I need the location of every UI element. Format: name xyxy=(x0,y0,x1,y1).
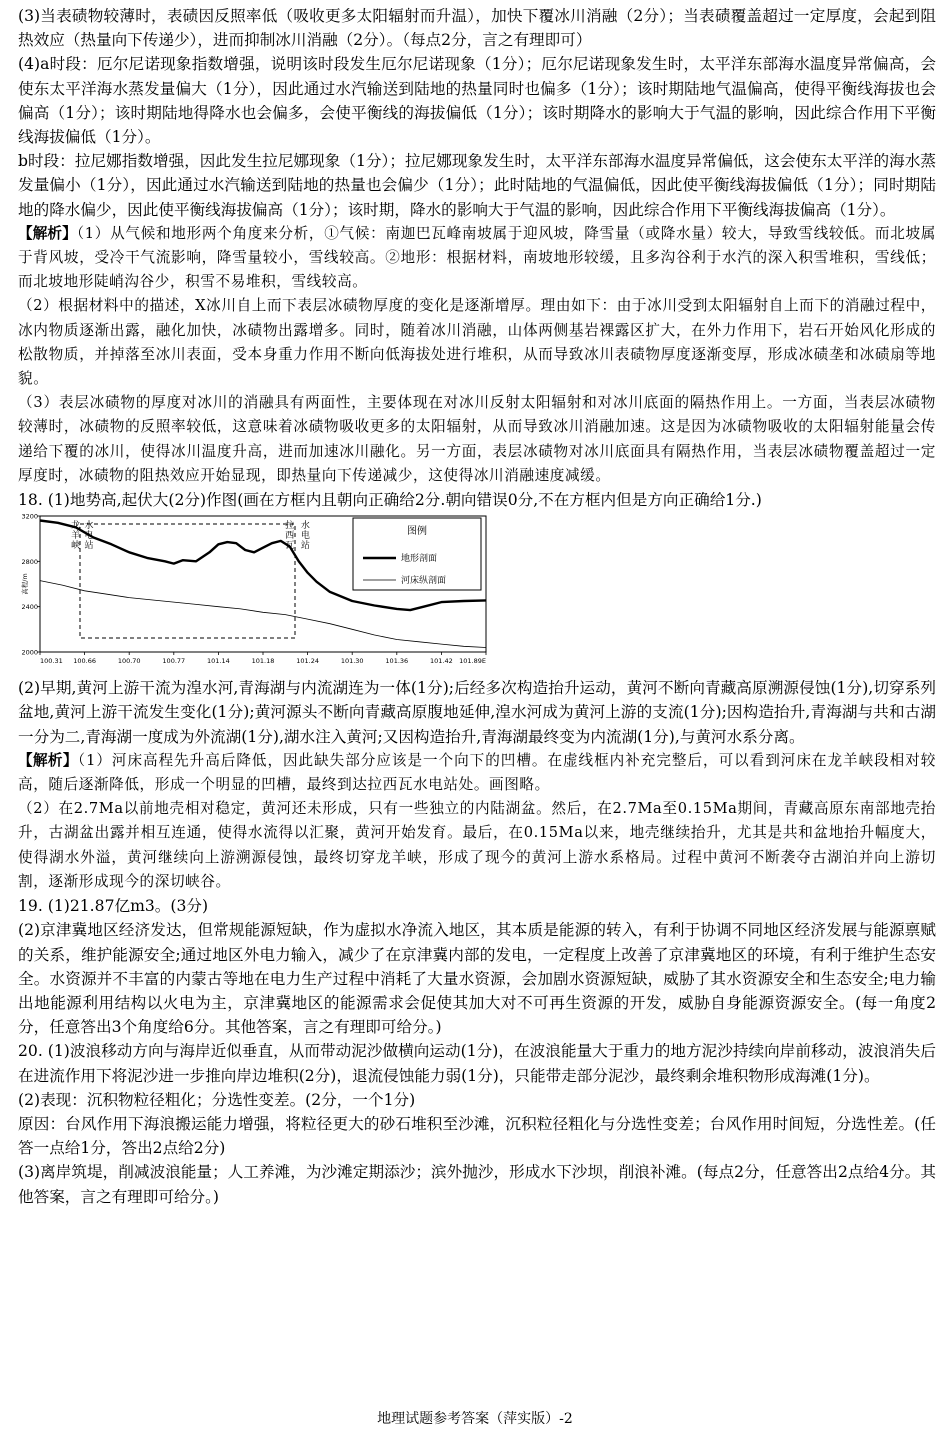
x-tick-label: 100.66 xyxy=(73,657,96,666)
annotation-char: 水 xyxy=(300,521,310,532)
q19-answer-1: 19. (1)21.87亿m3。(3分) xyxy=(18,897,209,916)
elevation-profile-chart xyxy=(18,514,488,674)
legend-label-riverbed: 河床纵剖面 xyxy=(401,576,447,587)
x-tick-label: 100.70 xyxy=(117,657,141,666)
y-axis-label: 高程/m xyxy=(21,573,29,596)
y-tick-label: 2400 xyxy=(21,603,38,612)
page-footer: 地理试题参考答案（萍实版）-2 xyxy=(377,1411,573,1427)
x-tick-label: 101.42 xyxy=(430,657,453,666)
riverbed-profile-line xyxy=(40,581,486,648)
annotation-char: 西 xyxy=(285,531,295,542)
q20-answer-3: (3)离岸筑堤，削减波浪能量；人工养滩，为沙滩定期添沙；滨外抛沙，形成水下沙坝，削浪补滩。(每点2分，任意答出2点给4分。其他答案，言之有理即可给分。) xyxy=(18,1163,936,1206)
q20-answer-2: (2)表现：沉积物粒径粗化；分选性变差。(2分，一个1分) xyxy=(18,1090,416,1109)
annotation-char: 电 xyxy=(300,531,310,542)
x-tick-label: 101.18 xyxy=(251,657,275,666)
y-tick-label: 2000 xyxy=(21,648,38,657)
y-tick-label: 2800 xyxy=(21,558,38,567)
q18-analysis-1 xyxy=(18,749,936,797)
annotation-char: 站 xyxy=(84,541,94,552)
q18-answer-1: 18. (1)地势高,起伏大(2分)作图(画在方框内且朝向正确给2分.朝向错误0分,不在方框内但是方向正确给1分.) xyxy=(18,491,762,510)
q20-answer-1: 20. (1)波浪移动方向与海岸近似垂直，从而带动泥沙做横向运动(1分)，在波浪能量大于重力的地方泥沙持续向岸前移动，波浪消失后在进流作用下将泥沙进一步推向岸边堆积(2分)，退流侵蚀能力弱(1分)，只能带走部分泥沙，最终剩余堆积物形成海滩(1分)。 xyxy=(18,1042,936,1085)
q17-analysis-1-text: （1）从气候和地形两个角度来分析，①气候：南迦巴瓦峰南坡属于迎风坡，降雪量（或降水量）较大，导致雪线较低。而北坡属于背风坡，受冷干气流影响，降雪量较小，雪线较高。②地形：根据材料，南坡地形较缓，且多沟谷利于水汽的深入积雪堆积，雪线低；而北坡地形陡峭沟谷少，积雪不易堆积，雪线较高。 xyxy=(18,224,936,291)
q17-analysis-2: （2）根据材料中的描述，X冰川自上而下表层冰碛物厚度的变化是逐渐增厚。理由如下：由于冰川受到太阳辐射自上而下的消融过程中，冰内物质逐渐出露，融化加快，冰碛物出露增多。同时，随着冰川消融，山体两侧基岩裸露区扩大，在外力作用下，岩石开始风化形成的松散物质，并掉落至冰川表面，受本身重力作用不断向低海拔处进行堆积，从而导致冰川表碛物厚度逐渐变厚，形成冰碛垄和冰碛扇等地貌。 xyxy=(18,297,936,388)
q18-analysis-1-text: （1）河床高程先升高后降低，因此缺失部分应该是一个向下的凹槽。在虚线框内补充完整后，可以看到河床在龙羊峡段相对较高，随后逐渐降低，形成一个明显的凹槽，最终到达拉西瓦水电站处。画图略。 xyxy=(18,751,936,794)
q17-answer-4b: b时段：拉尼娜指数增强，因此发生拉尼娜现象（1分）；拉尼娜现象发生时，太平洋东部海水温度异常偏低，这会使东太平洋的海水蒸发量偏小（1分），因此通过水汽输送到陆地的热量也会偏少（1分）；此时陆地的气温偏低，因此使平衡线海拔偏低（1分）；同时期陆地的降水偏少，因此使平衡线海拔偏高（1分）；该时期，降水的影响大于气温的影响，因此综合作用下平衡线海拔偏高（1分）。 xyxy=(18,152,936,219)
q18-answer-2: (2)早期,黄河上游干流为湟水河,青海湖与内流湖连为一体(1分);后经多次构造抬升运动，黄河不断向青藏高原溯源侵蚀(1分),切穿系列盆地,黄河上游干流发生变化(1分);黄河源头不断向青藏高原腹地延伸,湟水河成为黄河上游的支流(1分);因构造抬升,青海湖与共和古湖一分为二,青海湖一度成为外流湖(1分),湖水注入黄河;又因构造抬升,青海湖最终变为内流湖(1分),与黄河水系分离。 xyxy=(18,679,936,746)
q19-answer-2: (2)京津冀地区经济发达，但常规能源短缺，作为虚拟水净流入地区，其本质是能源的转入，有利于协调不同地区经济发展与能源禀赋的关系，维护能源安全;通过地区外电力输入，减少了在京津冀内部的发电，一定程度上改善了京津冀地区的环境，有利于维护生态安全。水资源并不丰富的内蒙古等地在电力生产过程中消耗了大量水资源，会加剧水资源短缺，威胁了其水资源安全和生态安全;电力输出地能源利用结构以火电为主，京津冀地区的能源需求会促使其加大对不可再生资源的开发，威胁自身能源资源安全。(每一角度2分，任意答出3个角度给6分。其他答案，言之有理即可给分。) xyxy=(18,921,936,1037)
annotation-char: 站 xyxy=(300,541,310,552)
x-tick-label: 100.77 xyxy=(162,657,186,666)
analysis-tag: 【解析】 xyxy=(18,751,78,769)
x-tick-label: 101.24 xyxy=(296,657,319,666)
dashed-box-longyangxia xyxy=(80,524,295,638)
analysis-tag: 【解析】 xyxy=(18,224,77,242)
annotation-char: 水 xyxy=(84,521,94,532)
x-axis-ticks xyxy=(40,652,486,665)
q18-analysis-2: （2）在2.7Ma以前地壳相对稳定，黄河还未形成，只有一些独立的内陆湖盆。然后，在2.7Ma至0.15Ma期间，青藏高原东南部地壳抬升，古湖盆出露并相互连通，使得水流得以汇聚，黄河开始发育。最后，在0.15Ma以来，地壳继续抬升，尤其是共和盆地抬升幅度大，使得湖水外溢，黄河继续向上游溯源侵蚀，最终切穿龙羊峡，形成了现今的黄河上游水系格局。过程中黄河不断袭夺古湖泊并向上游切割，逐渐形成现今的深切峡谷。 xyxy=(18,800,936,890)
q17-analysis-3: （3）表层冰碛物的厚度对冰川的消融具有两面性，主要体现在对冰川反射太阳辐射和对冰川底面的隔热作用上。一方面，当表层冰碛物较薄时，冰碛物的反照率较低，这意味着冰碛物吸收更多的太阳辐射，从而导致冰川消融加速。这是因为冰碛物吸收的太阳辐射能量会传递给下覆的冰川，使得冰川温度升高，进而加速冰川融化。另一方面，表层冰碛物对冰川底面具有隔热作用，当表层冰碛物覆盖超过一定厚度时，冰碛物的阻热效应开始显现，即热量向下传递减少，这使得冰川消融速度减缓。 xyxy=(18,394,936,484)
q17-analysis-1 xyxy=(18,222,936,295)
elevation-chart-svg xyxy=(18,514,488,674)
x-tick-label: 101.89E xyxy=(459,657,486,666)
annotation-char: 峡 xyxy=(71,541,81,552)
annotation-char: 电 xyxy=(84,531,94,542)
x-tick-label: 101.14 xyxy=(207,657,230,666)
annotation-char: 龙 xyxy=(71,521,81,532)
x-tick-label: 101.30 xyxy=(340,657,364,666)
annotation-char: 羊 xyxy=(71,531,81,542)
chart-annotations xyxy=(71,519,310,551)
y-tick-label: 3200 xyxy=(21,514,38,521)
q17-answer-3: (3)当表碛物较薄时，表碛因反照率低（吸收更多太阳辐射而升温），加快下覆冰川消融（2分）；当表碛覆盖超过一定厚度，会起到阻热效应（热量向下传递少），进而抑制冰川消融（2分）。（每点2分，言之有理即可） xyxy=(18,7,936,50)
q17-answer-4a: (4)a时段：厄尔尼诺现象指数增强，说明该时段发生厄尔尼诺现象（1分）；厄尔尼诺现象发生时，太平洋东部海水温度异常偏高，会使东太平洋海水蒸发量偏大（1分），因此通过水汽输送到陆地的热量同时也偏多（1分）；该时期陆地气温偏高，使得平衡线海拔也会偏高（1分）；该时期陆地得降水也会偏多，会使平衡线的海拔偏低（1分）；该时期降水的影响大于气温的影响，因此综合作用下平衡线海拔偏低（1分）。 xyxy=(18,55,936,147)
x-tick-label: 101.36 xyxy=(385,657,409,666)
answer-sheet xyxy=(18,4,936,1209)
q20-answer-2-reason: 原因：台风作用下海浪搬运能力增强，将粒径更大的砂石堆积至沙滩，沉积粒径粗化与分选性变差；台风作用时间短，分选性差。(任答一点给1分，答出2点给2分) xyxy=(18,1114,936,1158)
legend-title: 图例 xyxy=(407,526,427,538)
annotation-char: 拉 xyxy=(285,521,295,532)
legend-label-terrain: 地形剖面 xyxy=(401,554,438,565)
annotation-char: 瓦 xyxy=(285,541,295,552)
x-tick-label: 100.31 xyxy=(40,657,63,666)
